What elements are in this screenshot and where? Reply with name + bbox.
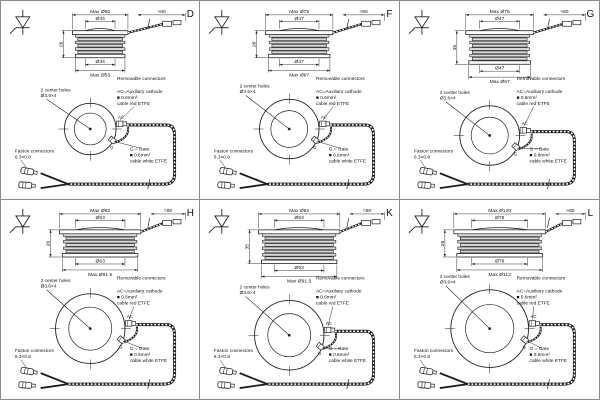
- gate-terminal-label: G: [318, 351, 322, 357]
- gate-terminal-label: G: [522, 344, 526, 350]
- gate-cable-size: ■ 0.6mm²: [129, 353, 151, 359]
- side-view: [245, 208, 385, 285]
- cable-end-connector: [163, 21, 172, 26]
- gate-note: G = Gate: [529, 347, 549, 353]
- faston-note: Faston connectors: [413, 149, 453, 155]
- dim-contact-bottom-label: Ø34: [95, 60, 105, 66]
- dim-contact-bottom-label: Ø47: [494, 66, 505, 72]
- top-flange: [60, 230, 141, 234]
- dim-top-max-label: Max Ø75: [289, 9, 310, 15]
- gate-note: G = Gate: [129, 347, 150, 353]
- dim-top-max-label: Max Ø60: [90, 9, 111, 15]
- dim-contact-bottom-label: Ø63: [294, 266, 305, 272]
- top-view: [414, 274, 574, 389]
- cable-end-connector: [362, 220, 371, 225]
- gate-terminal-label: G: [110, 144, 114, 150]
- ac-terminal-label: AC: [326, 320, 333, 326]
- faston-connector: [419, 167, 436, 176]
- aux-cathode-cable-color: cable red ETFE: [516, 301, 550, 307]
- panel-letter: H: [186, 207, 194, 219]
- center-holes-dim: Ø3.6×4: [439, 280, 456, 286]
- faston-connector: [417, 182, 434, 189]
- panel-K: [200, 200, 399, 399]
- panel-letter: K: [386, 207, 394, 219]
- center-holes-note: 2 center holes: [439, 274, 470, 280]
- faston-note: Faston connectors: [413, 349, 453, 355]
- twisted-cable: [467, 325, 574, 384]
- aux-cathode-cable-size: ■ 0.6mm²: [516, 96, 537, 102]
- dim-contact-bottom-label: Ø63: [95, 259, 105, 265]
- twisted-cable: [68, 125, 174, 184]
- aux-cathode-cable-color: cable red ETFE: [316, 301, 350, 307]
- cable-end-connector: [173, 219, 181, 223]
- top-view: [414, 76, 574, 189]
- faston-connector: [20, 167, 37, 176]
- top-flange: [465, 31, 533, 35]
- cable-end-connector: [562, 21, 571, 26]
- top-view: [214, 276, 374, 389]
- faston-note: Faston connectors: [214, 149, 254, 155]
- panel-H: [1, 200, 200, 399]
- removable-connectors-note: Removable connectors: [117, 276, 166, 282]
- center-holes-note: 2 center holes: [439, 90, 470, 96]
- gate-cable-size: ■ 0.6mm²: [329, 353, 350, 359]
- aux-cathode-cable-color: cable red ETFE: [516, 101, 550, 107]
- dim-cable-length-label: ≈80: [163, 208, 173, 214]
- center-holes-dim: Ø3.6×4: [40, 93, 57, 99]
- dim-bottom-max-label: Max Ø67: [289, 73, 310, 79]
- dim-height-label: 35: [245, 243, 251, 250]
- aux-cathode-note: AC=Auxiliary cathode: [117, 90, 163, 96]
- panel-letter: D: [186, 8, 194, 20]
- aux-cathode-connector-stub: [520, 128, 526, 133]
- dim-bottom-max-label: Max Ø53: [90, 73, 111, 79]
- aux-cathode-connector-stub: [320, 121, 326, 126]
- faston-size: 6.3×0.8: [413, 355, 430, 361]
- dim-cable-length-label: ≈80: [359, 9, 369, 15]
- faston-note: Faston connectors: [14, 349, 54, 355]
- center-holes-note: 2 center holes: [239, 84, 270, 90]
- faston-size: 6.3×0.8: [214, 155, 231, 161]
- dim-bottom-max-label: Max Ø91.5: [88, 272, 113, 278]
- dim-top-max-label: Max Ø92: [90, 208, 111, 214]
- panel-F: [200, 1, 399, 200]
- faston-size: 6.3×0.8: [214, 355, 231, 361]
- aux-cathode-note: AC=Auxiliary cathode: [316, 90, 362, 96]
- panel-letter: G: [586, 8, 594, 20]
- cable-end-connector: [372, 219, 380, 223]
- center-holes-dim: Ø3.6×4: [439, 96, 456, 102]
- dim-contact-top-label: Ø47: [494, 16, 505, 22]
- center-holes-dim: Ø3.6×4: [239, 89, 256, 95]
- gate-cable-size: ■ 0.6mm²: [529, 353, 550, 359]
- dim-contact-top-label: Ø63: [294, 215, 305, 221]
- faston-size: 6.3×0.8: [413, 155, 430, 161]
- dim-height-label: 26: [252, 41, 258, 47]
- faston-note: Faston connectors: [214, 349, 254, 355]
- ac-terminal-label: AC: [126, 314, 133, 320]
- aux-cathode-cable-size: ■ 0.6mm²: [117, 96, 138, 102]
- top-view: [15, 76, 175, 189]
- faston-connector: [19, 382, 36, 389]
- faston-connector: [19, 182, 36, 189]
- dim-cable-length-label: ≈80: [559, 9, 569, 15]
- ac-terminal-label: AC: [530, 314, 537, 320]
- gate-cable-color: cable white ETFE: [529, 159, 567, 165]
- dim-bottom-max-label: Max Ø91.5: [287, 279, 312, 285]
- center-holes-note: 2 center holes: [40, 88, 71, 94]
- panel-G: [400, 1, 599, 200]
- dim-contact-top-label: Ø63: [95, 215, 105, 221]
- gate-cable-color: cable white ETFE: [129, 159, 168, 165]
- aux-cathode-note: AC=Auxiliary cathode: [516, 90, 562, 96]
- aux-cathode-connector-stub: [125, 321, 131, 326]
- panel-D: [1, 1, 200, 200]
- side-view: [440, 208, 586, 278]
- aux-cathode-cable-size: ■ 0.6mm²: [516, 295, 537, 301]
- dim-contact-top-label: Ø47: [294, 16, 305, 22]
- aux-cathode-cable-size: ■ 0.6mm²: [316, 295, 337, 301]
- faston-connector: [20, 367, 37, 376]
- gate-terminal-label: G: [119, 344, 123, 350]
- panel-L: [400, 200, 599, 399]
- faston-size: 6.3×0.8: [14, 155, 31, 161]
- ac-terminal-label: AC: [521, 121, 528, 127]
- faston-connector: [220, 367, 237, 376]
- aux-cathode-cable-size: ■ 0.6mm²: [117, 295, 138, 301]
- top-flange: [259, 230, 340, 234]
- center-holes-note: 2 center holes: [239, 285, 270, 291]
- aux-cathode-note: AC=Auxiliary cathode: [316, 289, 362, 295]
- bottom-flange: [269, 54, 330, 57]
- top-view: [214, 76, 374, 189]
- top-flange: [453, 230, 545, 234]
- aux-cathode-cable-color: cable red ETFE: [117, 301, 150, 307]
- side-view: [451, 9, 585, 85]
- dim-height-label: 35: [452, 44, 458, 51]
- gate-note: G = Gate: [329, 347, 349, 353]
- panel-letter: F: [386, 8, 393, 20]
- thyristor-symbol-icon: [409, 10, 429, 35]
- aux-cathode-note: AC=Auxiliary cathode: [117, 289, 163, 295]
- dim-top-max-label: Max Ø75: [489, 9, 510, 15]
- dim-contact-top-label: Ø34: [95, 16, 105, 22]
- removable-connectors-note: Removable connectors: [117, 77, 166, 83]
- gate-cable-color: cable white ETFE: [329, 159, 367, 165]
- thyristor-symbol-icon: [10, 10, 30, 35]
- gate-cable-size: ■ 0.6mm²: [329, 153, 350, 159]
- aux-cathode-cable-color: cable red ETFE: [316, 101, 350, 107]
- gate-cable-size: ■ 0.6mm²: [129, 153, 151, 159]
- faston-note: Faston connectors: [14, 149, 54, 155]
- thyristor-symbol-icon: [409, 209, 429, 234]
- aux-cathode-connector-stub: [117, 121, 123, 126]
- dim-cable-length-label: ≈80: [363, 208, 372, 214]
- aux-cathode-note: AC=Auxiliary cathode: [516, 289, 563, 295]
- dim-cable-length-label: ≈80: [157, 9, 166, 15]
- removable-connectors-note: Removable connectors: [316, 77, 365, 83]
- aux-cathode-connector-stub: [529, 321, 535, 326]
- bottom-flange: [75, 54, 125, 57]
- gate-cable-color: cable white ETFE: [329, 359, 367, 365]
- ac-terminal-label: AC: [118, 114, 124, 120]
- faston-connector: [419, 367, 436, 376]
- bottom-flange: [456, 254, 542, 257]
- dim-height-label: 26: [440, 240, 446, 247]
- dim-height-label: 26: [46, 240, 52, 247]
- cable-end-connector: [173, 20, 181, 24]
- removable-connectors-note: Removable connectors: [316, 276, 365, 282]
- cable-end-connector: [562, 220, 571, 225]
- thyristor-symbol-icon: [209, 10, 229, 35]
- twisted-cable: [268, 331, 374, 384]
- faston-connector: [218, 182, 235, 189]
- cable-end-connector: [573, 20, 581, 24]
- dim-contact-top-label: Ø78: [494, 215, 505, 221]
- cable-end-connector: [372, 20, 380, 24]
- twisted-cable: [68, 325, 174, 384]
- gate-cable-size: ■ 0.6mm²: [529, 153, 550, 159]
- side-view: [46, 208, 186, 278]
- top-view: [15, 276, 175, 389]
- side-view: [252, 9, 385, 79]
- removable-connectors-note: Removable connectors: [516, 276, 566, 282]
- gate-cable-color: cable white ETFE: [529, 359, 567, 365]
- faston-connector: [220, 167, 237, 176]
- cable-end-connector: [573, 219, 581, 223]
- twisted-cable: [268, 125, 374, 184]
- top-flange: [266, 31, 333, 35]
- aux-cathode-connector-stub: [325, 327, 331, 332]
- faston-connector: [417, 382, 434, 389]
- ac-terminal-label: AC: [321, 114, 328, 120]
- bottom-flange: [468, 61, 530, 64]
- aux-cathode-cable-color: cable red ETFE: [117, 101, 151, 107]
- bottom-flange: [262, 260, 337, 263]
- dim-contact-bottom-label: Ø47: [294, 60, 305, 66]
- gate-note: G = Gate: [129, 147, 150, 153]
- dim-top-max-label: Max Ø92: [289, 208, 310, 214]
- dim-height-label: 26: [59, 41, 65, 47]
- gate-terminal-label: G: [313, 144, 317, 150]
- cable-end-connector: [163, 220, 172, 225]
- dim-cable-length-label: ≈80: [565, 208, 575, 214]
- dim-contact-bottom-label: Ø78: [494, 259, 505, 265]
- twisted-cable: [467, 132, 574, 185]
- gate-note: G = Gate: [329, 147, 349, 153]
- bottom-flange: [62, 254, 137, 257]
- cable-end-connector: [362, 21, 371, 26]
- center-holes-dim: Ø3.6×4: [239, 290, 256, 296]
- aux-cathode-cable-size: ■ 0.6mm²: [316, 96, 337, 102]
- panel-letter: L: [587, 207, 593, 219]
- center-holes-dim: Ø3.6×4: [40, 284, 57, 290]
- center-holes-note: 2 center holes: [40, 278, 71, 284]
- side-view: [58, 9, 185, 79]
- removable-connectors-note: Removable connectors: [516, 77, 566, 83]
- thyristor-symbol-icon: [10, 209, 30, 234]
- gate-cable-color: cable white ETFE: [129, 359, 168, 365]
- faston-connector: [218, 382, 235, 389]
- dim-bottom-max-label: Max Ø67: [489, 80, 510, 86]
- gate-terminal-label: G: [513, 151, 517, 157]
- gate-note: G = Gate: [529, 147, 549, 153]
- dim-bottom-max-label: Max Ø112: [488, 272, 511, 278]
- faston-size: 6.3×0.8: [14, 355, 31, 361]
- top-flange: [72, 31, 128, 35]
- dim-top-max-label: Max Ø120: [487, 208, 511, 214]
- thyristor-symbol-icon: [209, 209, 229, 234]
